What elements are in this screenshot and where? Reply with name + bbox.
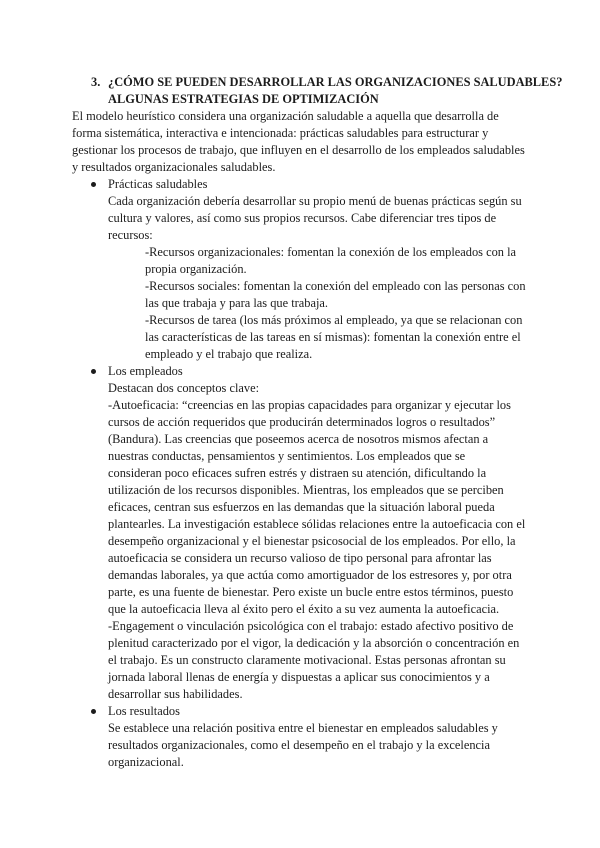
section-body-line: recursos: <box>108 228 153 242</box>
bullet-icon <box>91 709 96 714</box>
section-body-line: -Engagement o vinculación psicológica con el trabajo: estado afectivo positivo de <box>108 619 514 633</box>
section-body-line: organizacional. <box>108 755 184 769</box>
section-body-line: plantearles. La investigación establece sólidas relaciones entre la autoeficacia con el <box>108 517 526 531</box>
section-title: Los empleados <box>108 364 183 378</box>
section-title: Prácticas saludables <box>108 177 208 191</box>
bullet-icon <box>91 182 96 187</box>
section-body-line: resultados organizacionales, como el desempeño en el trabajo y la excelencia <box>108 738 490 752</box>
section-body-line: demandas laborales, ya que actúa como amortiguador de los estresores y, por otra <box>108 568 512 582</box>
subitem-line: empleado y el trabajo que realiza. <box>145 347 313 361</box>
section-body-line: cursos de acción requeridos que producirán determinados logros o resultados” <box>108 415 496 429</box>
section-body-line: eficaces, centran sus esfuerzos en las demandas que la situación laboral pueda <box>108 500 495 514</box>
subitem-line: las que trabaja y para las que trabaja. <box>145 296 329 310</box>
section-body-line: Destacan dos conceptos clave: <box>108 381 260 395</box>
section-body-line: Cada organización debería desarrollar su propio menú de buenas prácticas según su <box>108 194 522 208</box>
subitem-line: -Recursos sociales: fomentan la conexión del empleado con las personas con <box>145 279 526 293</box>
section-body-line: el trabajo. Es un constructo claramente motivacional. Estas personas afrontan su <box>108 653 506 667</box>
section-body-line: nuestras conductas, pensamientos y sentimientos. Los empleados que se <box>108 449 466 463</box>
section-body-line: jornada laboral llenas de energía y dispuestas a aplicar sus conocimientos y a <box>108 670 490 684</box>
heading-number: 3. <box>91 75 101 89</box>
section-body-line: (Bandura). Las creencias que poseemos acerca de nosotros mismos afectan a <box>108 432 489 446</box>
heading-line-1: ¿CÓMO SE PUEDEN DESARROLLAR LAS ORGANIZACIONES SALUDABLES? <box>108 75 563 89</box>
intro-line: gestionar los procesos de trabajo, que influyen en el desarrollo de los empleados saludables <box>72 143 525 157</box>
intro-line: forma sistemática, interactiva e intencionada: prácticas saludables para estructurar y <box>72 126 489 140</box>
subitem-line: -Recursos de tarea (los más próximos al empleado, ya que se relacionan con <box>145 313 523 327</box>
section-body-line: que la autoeficacia lleva al éxito pero el éxito a su vez aumenta la autoeficacia. <box>108 602 500 616</box>
intro-line: El modelo heurístico considera una organización saludable a aquella que desarrolla de <box>72 109 499 123</box>
heading-line-2: ALGUNAS ESTRATEGIAS DE OPTIMIZACIÓN <box>108 92 379 106</box>
section-body-line: autoeficacia se considera un recurso valioso de tipo personal para afrontar las <box>108 551 492 565</box>
section-body-line: desempeño organizacional y el bienestar psicosocial de los empleados. Por ello, la <box>108 534 516 548</box>
section-body-line: plenitud caracterizado por el vigor, la dedicación y la absorción o concentración en <box>108 636 520 650</box>
section-body-line: Se establece una relación positiva entre el bienestar en empleados saludables y <box>108 721 498 735</box>
section-body-line: utilización de los recursos disponibles. Mientras, los empleados que se perciben <box>108 483 504 497</box>
intro-line: y resultados organizacionales saludables. <box>72 160 276 174</box>
section-body-line: desarrollar sus habilidades. <box>108 687 243 701</box>
subitem-line: propia organización. <box>145 262 247 276</box>
section-body-line: parte, es una fuente de bienestar. Pero existe un bucle entre estos términos, puesto <box>108 585 514 599</box>
section-body-line: consideran poco eficaces sufren estrés y distraen su atención, dificultando la <box>108 466 487 480</box>
subitem-line: las características de las tareas en sí mismas): fomentan la conexión entre el <box>145 330 521 344</box>
section-body-line: -Autoeficacia: “creencias en las propias capacidades para organizar y ejecutar los <box>108 398 511 412</box>
section-title: Los resultados <box>108 704 180 718</box>
bullet-icon <box>91 369 96 374</box>
subitem-line: -Recursos organizacionales: fomentan la conexión de los empleados con la <box>145 245 517 259</box>
section-body-line: cultura y valores, así como sus propios recursos. Cabe diferenciar tres tipos de <box>108 211 497 225</box>
